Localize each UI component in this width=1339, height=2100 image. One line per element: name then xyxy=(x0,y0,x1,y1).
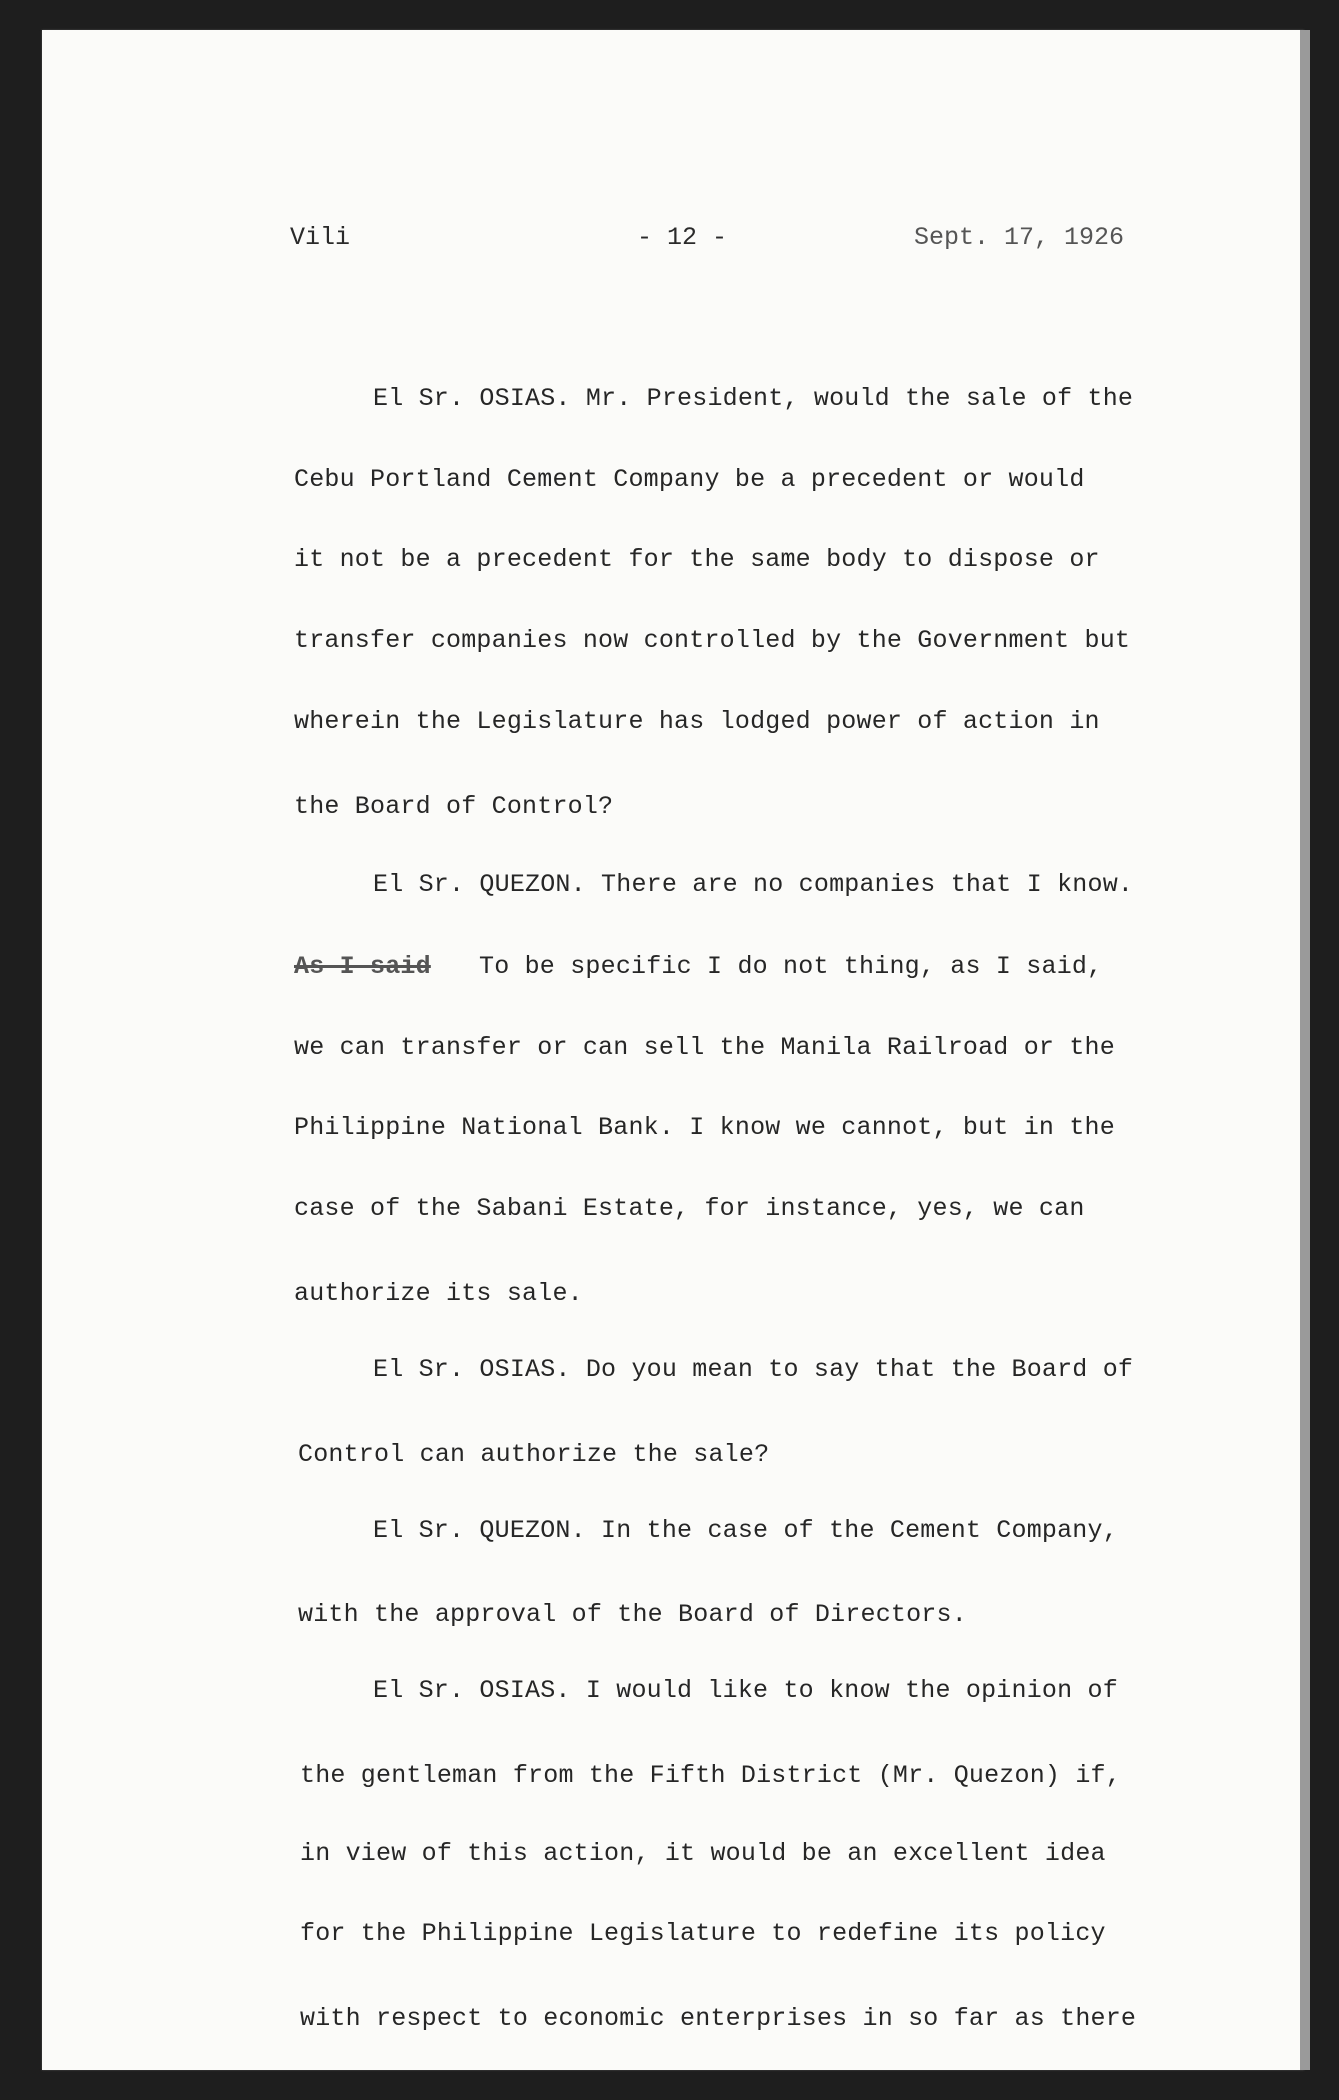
text-line: we can transfer or can sell the Manila Railroad or the xyxy=(294,1033,1115,1062)
text-line: Cebu Portland Cement Company be a precedent or would xyxy=(294,465,1085,494)
text-line: the Board of Control? xyxy=(294,792,614,821)
text-line: El Sr. QUEZON. There are no companies that I know. xyxy=(373,870,1134,899)
document-date: Sept. 17, 1926 xyxy=(914,223,1125,252)
text-line: El Sr. OSIAS. Do you mean to say that the Board of xyxy=(373,1355,1134,1384)
text-line: with respect to economic enterprises in so far as there xyxy=(300,2004,1137,2033)
struck-through-text: As I said xyxy=(294,952,431,981)
text-line: transfer companies now controlled by the Government but xyxy=(294,626,1131,655)
paper-edge xyxy=(1300,30,1310,2070)
text-line: Control can authorize the sale? xyxy=(298,1440,770,1469)
text-line: Philippine National Bank. I know we cannot, but in the xyxy=(294,1113,1115,1142)
text-line: To be specific I do not thing, as I said, xyxy=(479,952,1103,981)
text-line: El Sr. OSIAS. I would like to know the opinion of xyxy=(373,1676,1118,1705)
text-line: it not be a precedent for the same body to dispose or xyxy=(294,545,1100,574)
text-line: case of the Sabani Estate, for instance, yes, we can xyxy=(294,1194,1085,1223)
page-number: - 12 - xyxy=(637,223,728,252)
text-line: authorize its sale. xyxy=(294,1279,583,1308)
text-line: wherein the Legislature has lodged power of action in xyxy=(294,707,1100,736)
text-line: in view of this action, it would be an excellent idea xyxy=(300,1839,1106,1868)
text-line: the gentleman from the Fifth District (Mr. Quezon) if, xyxy=(300,1761,1121,1790)
text-line: El Sr. QUEZON. In the case of the Cement Company, xyxy=(373,1516,1118,1545)
text-line: for the Philippine Legislature to redefine its policy xyxy=(300,1919,1106,1948)
text-line: El Sr. OSIAS. Mr. President, would the sale of the xyxy=(373,384,1134,413)
text-line: with the approval of the Board of Directors. xyxy=(298,1600,967,1629)
header-left: Vili xyxy=(290,223,351,252)
